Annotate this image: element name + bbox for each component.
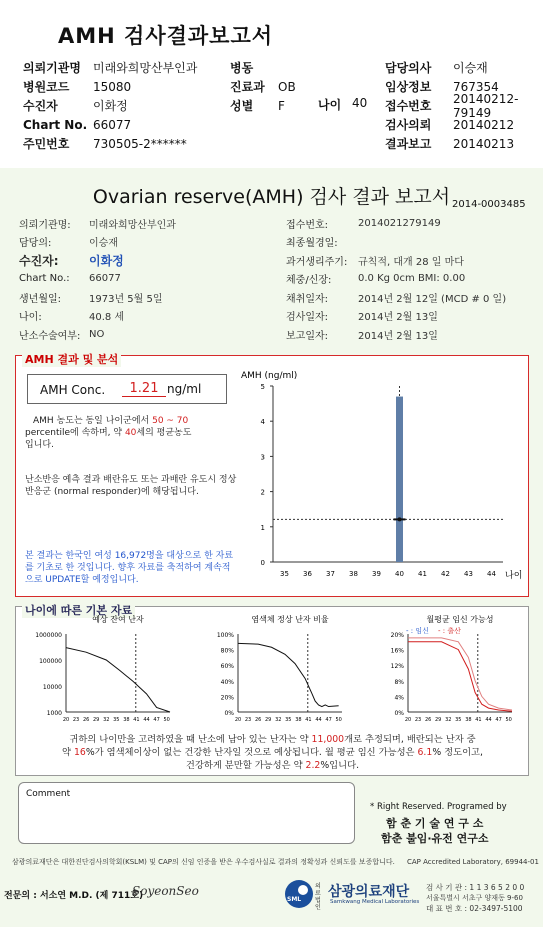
sample-info-value: 규칙적, 대개 28 일 마다 xyxy=(358,256,464,268)
mini-x-tick: 32 xyxy=(445,717,452,723)
sample-info-row xyxy=(286,214,543,233)
org-name: 삼광의료재단 xyxy=(328,884,410,900)
header-field-label: 결과보고 xyxy=(385,137,432,151)
doctor-signature: SoyeonSeo xyxy=(132,884,199,898)
sample-info-label: 체중/신장: xyxy=(286,275,332,287)
mini-x-tick: 35 xyxy=(113,717,120,723)
amh-conc-label: AMH Conc. xyxy=(40,383,106,397)
header-field-row xyxy=(23,134,223,153)
mini-x-tick: 26 xyxy=(82,717,90,723)
patient-info-row xyxy=(19,214,269,233)
header-field-value: F xyxy=(278,98,285,113)
mini-x-tick: 20 xyxy=(62,717,70,723)
amh-range-bar xyxy=(396,397,403,562)
x-tick-label: 38 xyxy=(349,570,358,578)
y-tick-label: 2 xyxy=(260,488,265,497)
sample-info-value: 2014년 2월 12일 (MCD # 0 일) xyxy=(358,293,507,305)
header-field-row xyxy=(230,77,360,96)
mini-y-tick: 1000000 xyxy=(35,632,62,639)
x-tick-label: 36 xyxy=(303,570,312,578)
mini-x-tick: 44 xyxy=(315,717,322,723)
mini-y-tick: 0% xyxy=(394,710,404,717)
chart-ylabel: AMH (ng/ml) xyxy=(241,371,298,381)
sample-info-row xyxy=(286,307,543,326)
doctor-name: 전문의 : 서소연 M.D. (제 711호) xyxy=(4,891,144,901)
patient-info-label: 생년월일: xyxy=(19,293,62,305)
patient-info-label: 난소수술여부: xyxy=(19,330,81,342)
cap-accreditation: CAP Accredited Laboratory, 69944-01 xyxy=(407,858,539,866)
patient-info-value: 66077 xyxy=(89,273,121,285)
mini-x-tick: 23 xyxy=(414,717,422,723)
header-field-label: 의뢰기관명 xyxy=(23,61,81,75)
mini-y-tick: 16% xyxy=(390,647,404,655)
mini-series-line xyxy=(238,643,339,706)
mini-x-tick: 35 xyxy=(455,717,462,723)
mini-series-line xyxy=(408,642,512,711)
sml-logo-icon: SML xyxy=(285,880,313,908)
x-tick-label: 35 xyxy=(280,570,289,578)
mini-x-tick: 44 xyxy=(143,717,150,723)
x-tick-label: 39 xyxy=(372,570,381,578)
copyright-line: * Right Reserved. Programed by xyxy=(370,802,507,812)
header-field-value: 이화정 xyxy=(93,99,128,113)
header-field-row xyxy=(23,96,223,115)
patient-info-row xyxy=(19,233,269,252)
patient-info-row xyxy=(19,288,269,307)
patient-info-value: 미래와희망산부인과 xyxy=(89,219,176,231)
header-right-fields xyxy=(385,58,543,153)
sample-info-row xyxy=(286,251,543,270)
lab-name-2: 함춘 불임·유전 연구소 xyxy=(381,832,489,845)
patient-info-label: 수진자: xyxy=(19,253,59,268)
header-field-label: Chart No. xyxy=(23,117,88,132)
amh-section-title: AMH 결과 및 분석 xyxy=(22,348,121,367)
report-right-info xyxy=(286,214,543,344)
header-field-row xyxy=(23,58,223,77)
mini-y-tick: 100% xyxy=(216,632,234,639)
header-field-value: 이승재 xyxy=(453,61,488,75)
sample-info-label: 접수번호: xyxy=(286,219,329,231)
chart-xlabel: 나이 xyxy=(505,571,523,581)
pregnancy-chart xyxy=(360,612,520,724)
lab-name-1: 함 춘 기 술 연 구 소 xyxy=(386,817,484,830)
legend-pregnancy: - : 임신 xyxy=(406,627,429,635)
x-tick-label: 41 xyxy=(418,570,427,578)
mini-x-tick: 47 xyxy=(153,717,160,723)
header-field-row xyxy=(230,58,360,77)
header-field-value: 20140212-79149 xyxy=(453,91,519,120)
header-field-label: 진료과 xyxy=(230,80,265,94)
remaining-eggs-chart xyxy=(18,612,178,724)
header-field-row xyxy=(23,77,223,96)
x-tick-label: 43 xyxy=(464,570,473,578)
mini-x-tick: 32 xyxy=(103,717,110,723)
mini-x-tick: 44 xyxy=(485,717,492,723)
mini-x-tick: 29 xyxy=(93,717,100,723)
header-field-value: 20140213 xyxy=(453,136,515,151)
mini-x-tick: 32 xyxy=(275,717,282,723)
mini-x-tick: 23 xyxy=(72,717,80,723)
mini-x-tick: 50 xyxy=(163,717,170,723)
mini-y-tick: 100000 xyxy=(39,658,62,665)
x-tick-label: 37 xyxy=(326,570,335,578)
age-value: 40 xyxy=(352,96,368,110)
header-field-label: 주민번호 xyxy=(23,137,70,151)
mini-x-tick: 41 xyxy=(475,717,482,723)
header-field-row xyxy=(385,58,543,77)
age-section-title: 나이에 따른 기본 자료 xyxy=(25,604,133,617)
mini-series-line xyxy=(408,638,512,710)
patient-info-label: Chart No.: xyxy=(19,273,70,285)
org-name-en: Samkwang Medical Laboratories xyxy=(330,899,420,905)
mini-x-tick: 20 xyxy=(404,717,412,723)
mini-x-tick: 47 xyxy=(495,717,502,723)
mini-x-tick: 50 xyxy=(335,717,342,723)
header-field-value: 66077 xyxy=(93,117,132,132)
mini-y-tick: 20% xyxy=(390,632,404,639)
patient-info-value: NO xyxy=(89,328,105,340)
patient-info-label: 담당의: xyxy=(19,238,52,250)
report-title: Ovarian reserve(AMH) 검사 결과 보고서 xyxy=(92,186,451,208)
normal-eggs-chart xyxy=(190,612,350,724)
header-field-value: 15080 xyxy=(93,79,132,94)
header-field-value: 20140212 xyxy=(453,117,515,132)
mini-x-tick: 38 xyxy=(123,717,130,723)
sample-info-row xyxy=(286,233,543,252)
y-tick-label: 4 xyxy=(260,418,265,427)
amh-percentile-text: AMH 농도는 동일 나이군에서 50 ~ 70 percentile에 속하며, 약 40세의 평균농도 입니다. xyxy=(25,416,192,450)
mini-y-tick: 12% xyxy=(390,663,404,671)
mini-x-tick: 23 xyxy=(244,717,252,723)
sample-info-row xyxy=(286,288,543,307)
amh-response-text: 난소반응 예측 결과 배란유도 또는 과배란 유도시 정상반응군 (normal responder)에 해당됩니다. xyxy=(25,475,237,497)
header-left-fields xyxy=(23,58,223,153)
header-field-row xyxy=(385,134,543,153)
amh-conc-unit: ng/ml xyxy=(167,382,202,396)
mini-y-tick: 40% xyxy=(220,678,234,686)
patient-info-value: 이승재 xyxy=(89,238,118,250)
sample-info-value: 2014021279149 xyxy=(358,217,441,229)
mini-x-tick: 41 xyxy=(133,717,140,723)
mini-x-tick: 35 xyxy=(285,717,292,723)
sample-info-label: 보고일자: xyxy=(286,330,329,342)
mini-x-tick: 47 xyxy=(325,717,332,723)
legend-birth: - : 출산 xyxy=(438,627,461,635)
sample-info-label: 최종월경일: xyxy=(286,238,338,250)
patient-info-value: 40.8 세 xyxy=(89,312,125,324)
header-field-label: 임상정보 xyxy=(385,80,432,94)
header-field-label: 접수번호 xyxy=(385,99,432,113)
amh-data-note: 본 결과는 한국인 여성 16,972명을 대상으로 한 자료를 기초로 한 것입니다. 향후 자료를 축적하여 계속적으로 UPDATE할 예정입니다. xyxy=(25,551,234,585)
patient-info-label: 나이: xyxy=(19,312,42,324)
header-field-value: 730505-2****** xyxy=(93,136,187,151)
patient-info-row xyxy=(19,251,269,270)
patient-info-value: 1973년 5월 5일 xyxy=(89,293,163,305)
mini-x-tick: 41 xyxy=(305,717,312,723)
mini-x-tick: 26 xyxy=(254,717,262,723)
mini-y-tick: 4% xyxy=(394,694,404,702)
mini-x-tick: 38 xyxy=(295,717,302,723)
report-number: 2014-0003485 xyxy=(452,199,526,210)
mini-chart-title: 예상 잔여 난자 xyxy=(92,615,144,624)
header-field-value: 767354 xyxy=(453,79,499,94)
cert-notice: 삼광의료재단은 대한진단검사의학회(KSLM) 및 CAP의 신임 인증을 받은 우수검사실로 결과의 정확성과 신뢰도를 보증합니다. xyxy=(12,858,395,866)
y-tick-label: 3 xyxy=(260,453,265,462)
mini-x-tick: 29 xyxy=(265,717,272,723)
header-field-row xyxy=(23,115,223,134)
amh-age-chart xyxy=(233,364,523,594)
header-field-label: 성별 xyxy=(230,99,254,113)
sample-info-value: 2014년 2월 13일 xyxy=(358,312,438,324)
patient-info-value: 이화정 xyxy=(89,253,124,268)
mini-x-tick: 50 xyxy=(505,717,512,723)
mini-chart-title: 월평균 임신 가능성 xyxy=(426,615,494,624)
y-tick-label: 5 xyxy=(260,383,265,391)
x-tick-label: 40 xyxy=(395,570,404,578)
header-field-value: 미래와희망산부인과 xyxy=(93,61,198,75)
page-title: AMH 검사결과보고서 xyxy=(58,24,274,48)
mini-y-tick: 0% xyxy=(224,710,234,717)
contact-phone: 대 표 번 호 : 02-3497-5100 xyxy=(426,904,523,913)
header-field-label: 병원코드 xyxy=(23,80,70,94)
sample-info-row xyxy=(286,270,543,289)
contact-test-org: 검 사 기 관 : 1 1 3 6 5 2 0 0 xyxy=(426,883,525,892)
org-type: 의료 법인 xyxy=(315,883,321,911)
sample-info-value: 2014년 2월 13일 xyxy=(358,330,438,342)
patient-info-row xyxy=(19,270,269,289)
amh-conc-value: 1.21 xyxy=(122,381,166,397)
patient-value-point xyxy=(398,517,402,521)
y-tick-label: 1 xyxy=(260,523,265,532)
y-tick-label: 0 xyxy=(260,559,265,567)
header-field-row xyxy=(385,91,543,120)
x-tick-label: 44 xyxy=(487,570,496,578)
mini-x-tick: 20 xyxy=(234,717,242,723)
mini-y-tick: 10000 xyxy=(42,684,62,691)
report-left-info xyxy=(19,214,269,344)
contact-address: 서울특별시 서초구 양재동 9-60 xyxy=(426,894,523,902)
mini-x-tick: 29 xyxy=(435,717,442,723)
header-field-label: 수진자 xyxy=(23,99,58,113)
mini-x-tick: 38 xyxy=(465,717,472,723)
sample-info-label: 채취일자: xyxy=(286,293,329,305)
mini-y-tick: 60% xyxy=(220,663,234,671)
age-summary-text: 귀하의 나이만을 고려하였을 때 난소에 남아 있는 난자는 약 11,000개로 추정되며, 배란되는 난자 중 약 16%가 염색체이상이 없는 건강한 난자일 것으로 예상됩니다. 월 평균 임신 가능성은 6.1% 정도이고, 건강하게 분만할 가능성은 약 2.2%입니다. xyxy=(62,734,483,771)
mini-chart-title: 염색체 정상 난자 비율 xyxy=(251,615,329,624)
sample-info-value: 0.0 Kg 0cm BMI: 0.00 xyxy=(358,273,466,285)
patient-info-label: 의뢰기관명: xyxy=(19,219,71,231)
patient-info-row xyxy=(19,325,269,344)
x-tick-label: 42 xyxy=(441,570,450,578)
header-field-value: OB xyxy=(278,79,296,94)
comment-label: Comment xyxy=(26,789,71,799)
age-label: 나이 xyxy=(318,98,342,112)
sample-info-row xyxy=(286,325,543,344)
header-field-label: 병동 xyxy=(230,61,254,75)
mini-y-tick: 8% xyxy=(394,678,404,686)
header-field-label: 담당의사 xyxy=(385,61,432,75)
mini-x-tick: 26 xyxy=(424,717,432,723)
mini-y-tick: 20% xyxy=(220,694,234,702)
sample-info-label: 과거생리주기: xyxy=(286,256,348,268)
mini-y-tick: 1000 xyxy=(46,710,62,717)
mini-series-line xyxy=(66,648,170,712)
header-field-label: 검사의뢰 xyxy=(385,118,432,132)
mini-y-tick: 80% xyxy=(220,647,234,655)
patient-info-row xyxy=(19,307,269,326)
sample-info-label: 검사일자: xyxy=(286,312,329,324)
